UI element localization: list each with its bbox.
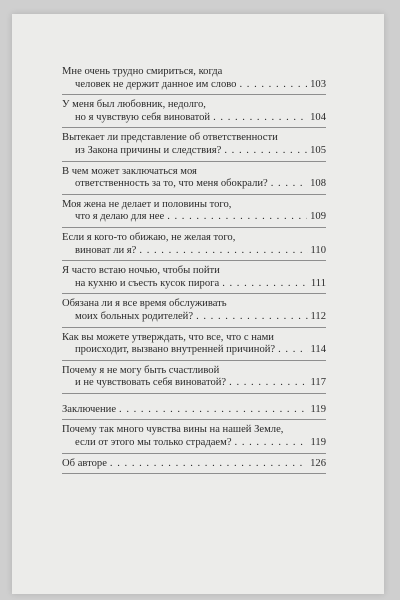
- toc-entry-title-cont: на кухню и съесть кусок пирога: [75, 277, 220, 289]
- page-number: 105: [310, 144, 326, 156]
- toc-entry-title-cont: виноват ли я?: [75, 244, 137, 256]
- dot-leader: [110, 458, 307, 471]
- dot-leader: [119, 404, 307, 417]
- toc-entry: [62, 365, 326, 394]
- toc-entry-title: У меня был любовник, недолго,: [62, 99, 206, 111]
- book-page: [12, 14, 384, 594]
- page-number: 112: [310, 310, 326, 322]
- toc-entry-title: Моя жена не делает и половины того,: [62, 198, 232, 210]
- toc-entry-title: Обязана ли я все время обслуживать: [62, 298, 227, 310]
- toc-entry-conclusion: [62, 404, 326, 421]
- page-number: 126: [310, 457, 326, 469]
- page-number: 114: [310, 344, 326, 356]
- page-number: 119: [310, 437, 326, 449]
- dot-leader: [229, 377, 307, 390]
- toc-entry: [62, 132, 326, 161]
- toc-entry-title-cont: ответственность за то, что меня обокрали?: [75, 178, 268, 190]
- dot-leader: [139, 245, 307, 258]
- dot-leader: [235, 437, 308, 450]
- toc-entry: [62, 265, 326, 294]
- dot-leader: [196, 311, 307, 324]
- toc-entry-title: Мне очень трудно смириться, когда: [62, 66, 223, 77]
- page-number: 103: [310, 78, 326, 90]
- dot-leader: [222, 278, 308, 291]
- page-number: 111: [310, 277, 326, 289]
- page-number: 104: [310, 111, 326, 123]
- page-number: 109: [310, 211, 326, 223]
- toc-entry: [62, 99, 326, 128]
- dot-leader: [224, 145, 307, 158]
- page-number: 108: [310, 178, 326, 190]
- toc-entry-title-cont: если от этого мы только страдаем?: [75, 437, 232, 449]
- dot-leader: [239, 79, 307, 92]
- toc-entry-title: Об авторе: [62, 457, 107, 469]
- toc-entry-title: Вытекает ли представление об ответственности: [62, 132, 278, 144]
- toc-entry: [62, 199, 326, 228]
- toc-entry: [62, 424, 326, 453]
- toc-entry-title: Почему я не могу быть счастливой: [62, 364, 220, 376]
- toc-entry-title-cont: человек не держит данное им слово: [75, 78, 237, 90]
- dot-leader: [271, 178, 307, 191]
- toc-entry-title-cont: из Закона причины и следствия?: [75, 144, 222, 156]
- toc-entry-title-cont: и не чувствовать себя виноватой?: [75, 377, 227, 389]
- toc-entry-title-cont: но я чувствую себя виноватой: [75, 111, 211, 123]
- page-number: 110: [310, 244, 326, 256]
- dot-leader: [213, 112, 307, 125]
- page-number: 119: [310, 403, 326, 415]
- toc-entry: [62, 232, 326, 261]
- toc-entry-title: В чем может заключаться моя: [62, 165, 197, 177]
- toc-entry-title: Как вы можете утверждать, что все, что с нами: [62, 331, 274, 343]
- toc-entry: [62, 298, 326, 327]
- toc-entry-about-author: [62, 458, 326, 475]
- page-number: 117: [310, 377, 326, 389]
- toc-entry-title: Я часто встаю ночью, чтобы пойти: [62, 265, 220, 277]
- toc-entry-title: Если я кого-то обижаю, не желая того,: [62, 231, 236, 243]
- toc-entry: [62, 66, 326, 95]
- toc-entry-title-cont: моих больных родителей?: [75, 310, 194, 322]
- dot-leader: [278, 344, 307, 357]
- dot-leader: [167, 211, 307, 224]
- toc-entry-title: Почему так много чувства вины на нашей Земле,: [62, 424, 284, 436]
- table-of-contents: [62, 66, 326, 478]
- toc-entry: [62, 166, 326, 195]
- toc-entry-title-cont: что я делаю для нее: [75, 211, 165, 223]
- toc-entry: [62, 332, 326, 361]
- toc-entry-title-cont: происходит, вызвано внутренней причиной?: [75, 344, 276, 356]
- toc-entry-title: Заключение: [62, 403, 117, 415]
